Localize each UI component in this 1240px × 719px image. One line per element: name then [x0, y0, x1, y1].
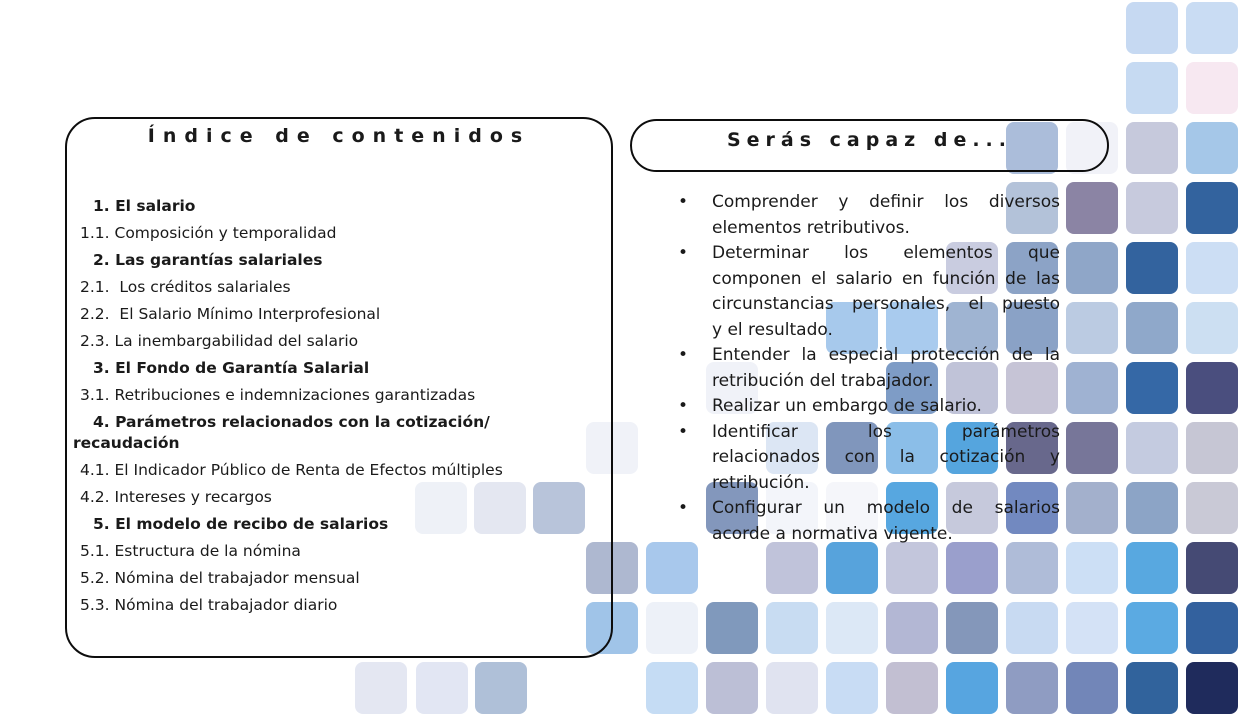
mosaic-tile — [1186, 62, 1238, 114]
index-heading: 4. Parámetros relacionados con la cotización/ — [93, 413, 490, 431]
bullet-dot-icon: • — [678, 345, 689, 365]
index-heading: 2. Las garantías salariales — [93, 251, 323, 269]
mosaic-tile — [1066, 182, 1118, 234]
index-subitem: 2.1. Los créditos salariales — [80, 278, 291, 296]
bullet-dot-icon: • — [678, 243, 689, 263]
bullet-item — [664, 190, 1060, 241]
bullet-line: Comprender y definir los diversos — [712, 192, 1060, 212]
mosaic-tile — [766, 542, 818, 594]
bullet-item — [664, 496, 1060, 547]
bullet-item — [664, 420, 1060, 497]
bullet-dot-icon: • — [678, 498, 689, 518]
mosaic-tile — [1126, 542, 1178, 594]
mosaic-tile — [1126, 422, 1178, 474]
mosaic-tile — [1006, 662, 1058, 714]
mosaic-tile — [946, 662, 998, 714]
mosaic-tile — [1126, 482, 1178, 534]
bullet-line: Determinar los elementos que — [712, 243, 1060, 263]
index-subitem: 5.1. Estructura de la nómina — [80, 542, 301, 560]
bullet-line: elementos retributivos. — [712, 217, 910, 238]
index-panel-title: Índice de contenidos — [147, 125, 531, 147]
mosaic-tile — [1006, 542, 1058, 594]
mosaic-tile — [1186, 242, 1238, 294]
mosaic-tile — [1126, 662, 1178, 714]
bullet-line: circunstancias personales, el puesto — [712, 294, 1060, 314]
mosaic-tile — [826, 542, 878, 594]
index-subitem: 1.1. Composición y temporalidad — [80, 224, 337, 242]
mosaic-tile — [1126, 242, 1178, 294]
mosaic-tile — [355, 662, 407, 714]
bullet-item — [664, 343, 1060, 394]
index-panel — [65, 117, 613, 658]
index-subitem: 4.1. El Indicador Público de Renta de Efectos múltiples — [80, 461, 503, 479]
skills-panel-title: Serás capaz de... — [726, 129, 1012, 151]
mosaic-tile — [1126, 302, 1178, 354]
bullet-line: retribución. — [712, 472, 810, 493]
bullet-line: Configurar un modelo de salarios — [712, 498, 1060, 518]
bullet-dot-icon: • — [678, 421, 689, 442]
index-heading: 3. El Fondo de Garantía Salarial — [93, 359, 370, 377]
mosaic-tile — [1126, 362, 1178, 414]
index-heading: 1. El salario — [93, 197, 196, 215]
index-subitem: 2.3. La inembargabilidad del salario — [80, 332, 359, 350]
bullet-item — [664, 394, 1060, 420]
index-subitem: 3.1. Retribuciones e indemnizaciones garantizadas — [80, 386, 476, 404]
mosaic-tile — [1066, 362, 1118, 414]
mosaic-tile — [1066, 242, 1118, 294]
mosaic-tile — [646, 542, 698, 594]
mosaic-tile — [1186, 602, 1238, 654]
mosaic-tile — [1186, 302, 1238, 354]
mosaic-tile — [1186, 422, 1238, 474]
mosaic-tile — [646, 662, 698, 714]
mosaic-tile — [886, 602, 938, 654]
mosaic-tile — [706, 662, 758, 714]
mosaic-tile — [1066, 602, 1118, 654]
bullet-line: acorde a normativa vigente. — [712, 523, 953, 544]
skills-panel-title-pill — [630, 119, 1109, 172]
mosaic-tile — [706, 602, 758, 654]
bullet-item — [664, 241, 1060, 343]
mosaic-tile — [1066, 422, 1118, 474]
mosaic-tile — [946, 542, 998, 594]
mosaic-tile — [1186, 2, 1238, 54]
index-list — [67, 196, 611, 616]
bullet-line: componen el salario en función de las — [712, 268, 1060, 289]
mosaic-tile — [1126, 182, 1178, 234]
index-subitem: 5.3. Nómina del trabajador diario — [80, 596, 338, 614]
bullet-line: retribución del trabajador. — [712, 370, 934, 391]
mosaic-tile — [826, 602, 878, 654]
mosaic-tile — [1066, 302, 1118, 354]
mosaic-tile — [886, 542, 938, 594]
mosaic-tile — [1186, 482, 1238, 534]
bullet-dot-icon: • — [678, 192, 689, 212]
bullet-line: Identificar los parámetros — [712, 421, 1060, 442]
mosaic-tile — [1126, 2, 1178, 54]
mosaic-tile — [766, 602, 818, 654]
mosaic-tile — [1186, 362, 1238, 414]
mosaic-tile — [1186, 182, 1238, 234]
mosaic-tile — [646, 602, 698, 654]
mosaic-tile — [1186, 662, 1238, 714]
mosaic-tile — [416, 662, 468, 714]
index-subitem: 4.2. Intereses y recargos — [80, 488, 272, 506]
mosaic-tile — [1126, 122, 1178, 174]
mosaic-tile — [1066, 482, 1118, 534]
mosaic-tile — [826, 662, 878, 714]
mosaic-tile — [1066, 662, 1118, 714]
mosaic-tile — [1066, 542, 1118, 594]
bullet-line: Entender la especial protección de la — [712, 345, 1060, 365]
index-heading: recaudación — [73, 434, 180, 452]
mosaic-tile — [1186, 542, 1238, 594]
mosaic-tile — [1006, 602, 1058, 654]
skills-bullets — [664, 190, 1060, 547]
mosaic-tile — [946, 602, 998, 654]
bullet-line: relacionados con la cotización y — [712, 447, 1060, 467]
index-heading: 5. El modelo de recibo de salarios — [93, 515, 389, 533]
index-subitem: 2.2. El Salario Mínimo Interprofesional — [80, 305, 381, 323]
mosaic-tile — [766, 662, 818, 714]
bullet-dot-icon: • — [678, 396, 689, 416]
mosaic-tile — [1126, 602, 1178, 654]
mosaic-tile — [886, 662, 938, 714]
mosaic-tile — [1186, 122, 1238, 174]
bullet-line: Realizar un embargo de salario. — [712, 396, 982, 416]
bullet-line: y el resultado. — [712, 319, 833, 340]
index-subitem: 5.2. Nómina del trabajador mensual — [80, 569, 360, 587]
mosaic-tile — [1126, 62, 1178, 114]
mosaic-tile — [475, 662, 527, 714]
